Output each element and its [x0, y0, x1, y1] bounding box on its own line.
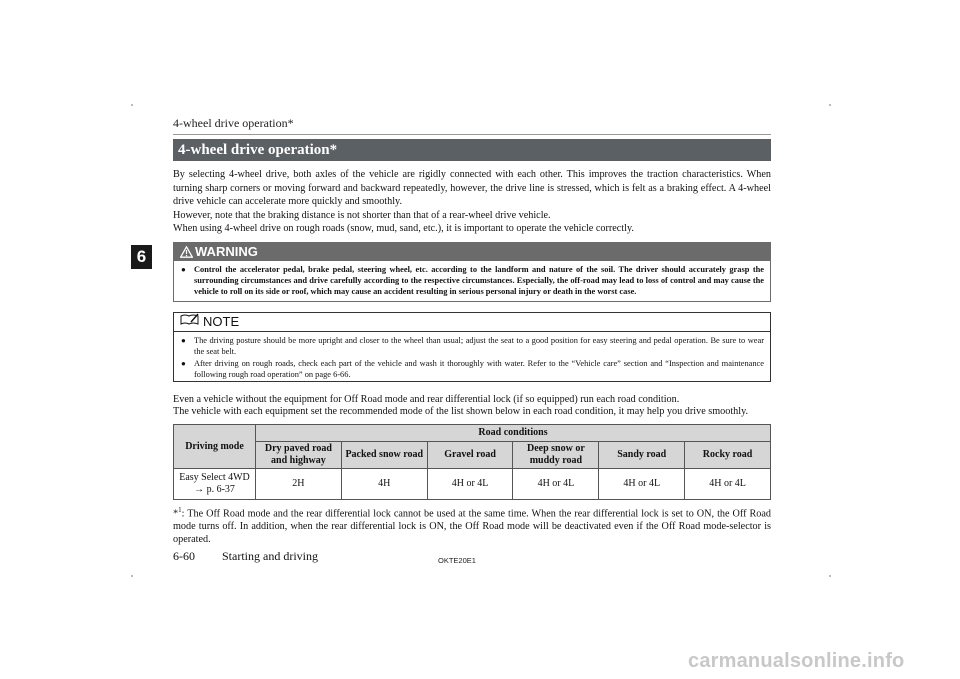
column-header [513, 442, 599, 469]
table-row [174, 469, 771, 500]
column-header-line: Packed snow road [345, 449, 424, 460]
body-paragraph: Even a vehicle without the equipment for Off Road mode and rear differential lock (if so equipped) run each road condition. [173, 394, 680, 405]
column-header [685, 442, 771, 469]
table-subheader-row [174, 442, 771, 469]
table-cell: 4H or 4L [599, 469, 685, 500]
chapter-tab[interactable]: 6 [131, 245, 152, 269]
column-header [427, 442, 513, 469]
note-pencil-icon [180, 313, 203, 331]
column-header [256, 442, 342, 469]
note-item [180, 358, 764, 380]
footnote-text: : The Off Road mode and the rear differential lock cannot be used at the same time. When the rear differential lock is set to ON, the Off Road mode turns off. In addition, when the rear differential lock is ON, the Off Road mode will be deactivated even if the Off Road mode-selector is operated. [173, 508, 771, 545]
note-box [173, 312, 771, 382]
document-code: OKTE20E1 [438, 556, 476, 565]
column-header-line: Dry paved road [264, 443, 332, 454]
note-item-text: After driving on rough roads, check each part of the vehicle and wash it thoroughly with water. Refer to the “Vehicle care” section and “Inspection and maintenance following rough road operation” on page 6-66. [194, 359, 764, 379]
running-head: 4-wheel drive operation* [173, 116, 294, 130]
bullet-dot-icon: ● [181, 265, 186, 274]
body-paragraph: The vehicle with each equipment set the recommended mode of the list shown below in each road condition, it may help you drive smoothly. [173, 406, 749, 418]
intro-text [173, 168, 771, 236]
intro-paragraph: By selecting 4-wheel drive, both axles of the vehicle are rigidly connected with each other. This improves the traction characteristics. When turning sharp corners or moving forward and backward repeatedly, however, the drive line is stressed, which is felt as a braking effect. A 4-wheel drive vehicle can accelerate more quickly and smoothly. [173, 169, 771, 208]
page-reference-link[interactable]: → p. 6-37 [194, 484, 235, 495]
page-number: 6-60 [173, 549, 195, 563]
warning-item [180, 264, 764, 297]
note-label: NOTE [203, 314, 240, 329]
table-cell: 2H [256, 469, 342, 500]
warning-header [174, 243, 770, 261]
header-rule [173, 134, 771, 135]
section-title: 4-wheel drive operation* [173, 139, 771, 161]
crop-mark [131, 104, 133, 106]
intro-paragraph: However, note that the braking distance is not shorter than that of a rear-wheel drive vehicle. [173, 209, 551, 221]
intro-paragraph: When using 4-wheel drive on rough roads (snow, mud, sand, etc.), it is important to operate the vehicle correctly. [173, 223, 634, 235]
warning-label: WARNING [195, 244, 258, 259]
road-conditions-table [173, 424, 771, 500]
table-cell: 4H [341, 469, 427, 500]
warning-box [173, 242, 771, 302]
crop-mark [131, 575, 133, 577]
warning-item-text: Control the accelerator pedal, brake pedal, steering wheel, etc. according to the landform and nature of the soil. The driver should accurately grasp the surrounding circumstances and drive carefully according to the respective circumstances. Especially, the off-road may lead to loss of control and may cause the vehicle to roll on its side or roof, which may cause an accident resulting in serious personal injury or death in the worst case. [194, 265, 764, 296]
table-cell: 4H or 4L [685, 469, 771, 500]
road-conditions-header: Road conditions [256, 425, 771, 442]
mode-cell [174, 469, 256, 500]
driving-mode-header: Driving mode [174, 425, 256, 469]
crop-mark [829, 104, 831, 106]
watermark: carmanualsonline.info [688, 650, 905, 672]
footnote-marker: * [173, 508, 179, 520]
note-list [180, 335, 764, 380]
column-header-line: and highway [271, 455, 326, 466]
footnote [173, 504, 771, 546]
note-item [180, 335, 764, 357]
bullet-dot-icon: ● [181, 359, 186, 368]
note-header [174, 313, 770, 332]
crop-mark [829, 575, 831, 577]
table-cell: 4H or 4L [427, 469, 513, 500]
body-text [173, 394, 771, 419]
column-header [599, 442, 685, 469]
warning-list [180, 264, 764, 297]
footer-section-name: Starting and driving [222, 549, 318, 563]
column-header-line: Rocky road [702, 449, 753, 460]
mode-name: Easy Select 4WD [179, 472, 250, 483]
column-header-line: Gravel road [444, 449, 496, 460]
note-item-text: The driving posture should be more upright and closer to the wheel than usual; adjust the seat to a good position for easy steering and pedal operation. Be sure to wear the seat belt. [194, 336, 764, 356]
column-header [341, 442, 427, 469]
table-header-row [174, 425, 771, 442]
column-header-line: Sandy road [617, 449, 667, 460]
table-cell: 4H or 4L [513, 469, 599, 500]
warning-triangle-icon [180, 245, 193, 263]
footnote-number: 1 [178, 506, 182, 514]
bullet-dot-icon: ● [181, 336, 186, 345]
column-header-line: muddy road [529, 455, 583, 466]
column-header-line: Deep snow or [527, 443, 585, 454]
